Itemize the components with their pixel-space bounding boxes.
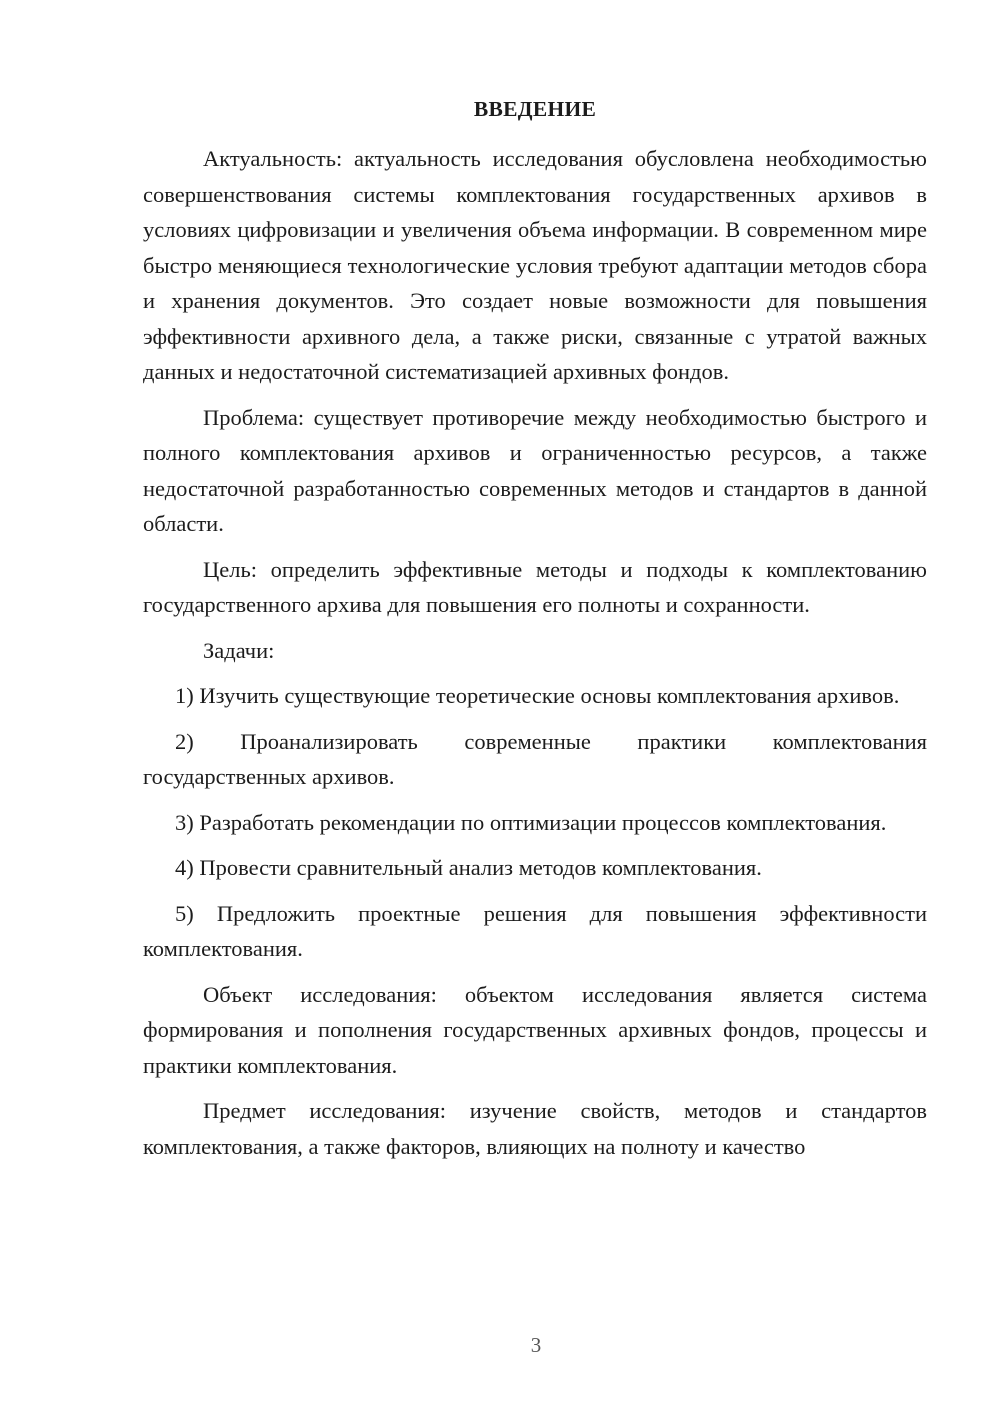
paragraph-relevance: Актуальность: актуальность исследования обусловлена необходимостью совершенствования системы комплектования государственных архивов в условиях цифровизации и увеличения объема информации. В современном мире быстро меняющиеся технологические условия требуют адаптации методов сбора и хранения документов. Это создает новые возможности для повышения эффективности архивного дела, а также риски, связанные с утратой важных данных и недостаточной систематизацией архивных фондов. xyxy=(143,146,927,384)
body-text xyxy=(143,141,927,1174)
task-item-1: 1) Изучить существующие теоретические основы комплектования архивов. xyxy=(175,683,900,708)
paragraph-subject: Предмет исследования: изучение свойств, методов и стандартов комплектования, а также факторов, влияющих на полноту и качество xyxy=(143,1098,927,1159)
task-item-4: 4) Провести сравнительный анализ методов комплектования. xyxy=(175,855,762,880)
paragraph-problem: Проблема: существует противоречие между необходимостью быстрого и полного комплектования архивов и ограниченностью ресурсов, а также недостаточной разработанностью современных методов и стандартов в данной области. xyxy=(143,404,927,536)
task-item-3: 3) Разработать рекомендации по оптимизации процессов комплектования. xyxy=(175,809,887,835)
paragraph-goal: Цель: определить эффективные методы и подходы к комплектованию государственного архива для повышения его полноты и сохранности. xyxy=(143,556,927,617)
page-number: 3 xyxy=(530,1333,542,1357)
paragraph-tasks-label: Задачи: xyxy=(203,637,275,663)
paragraph-object: Объект исследования: объектом исследования является система формирования и пополнения государственных архивных фондов, процессы и практики комплектования. xyxy=(143,981,927,1078)
section-heading: ВВЕДЕНИЕ xyxy=(473,97,597,121)
task-item-2: 2) Проанализировать современные практики комплектования государственных архивов. xyxy=(143,728,927,789)
task-item-5: 5) Предложить проектные решения для повышения эффективности комплектования. xyxy=(143,900,927,961)
